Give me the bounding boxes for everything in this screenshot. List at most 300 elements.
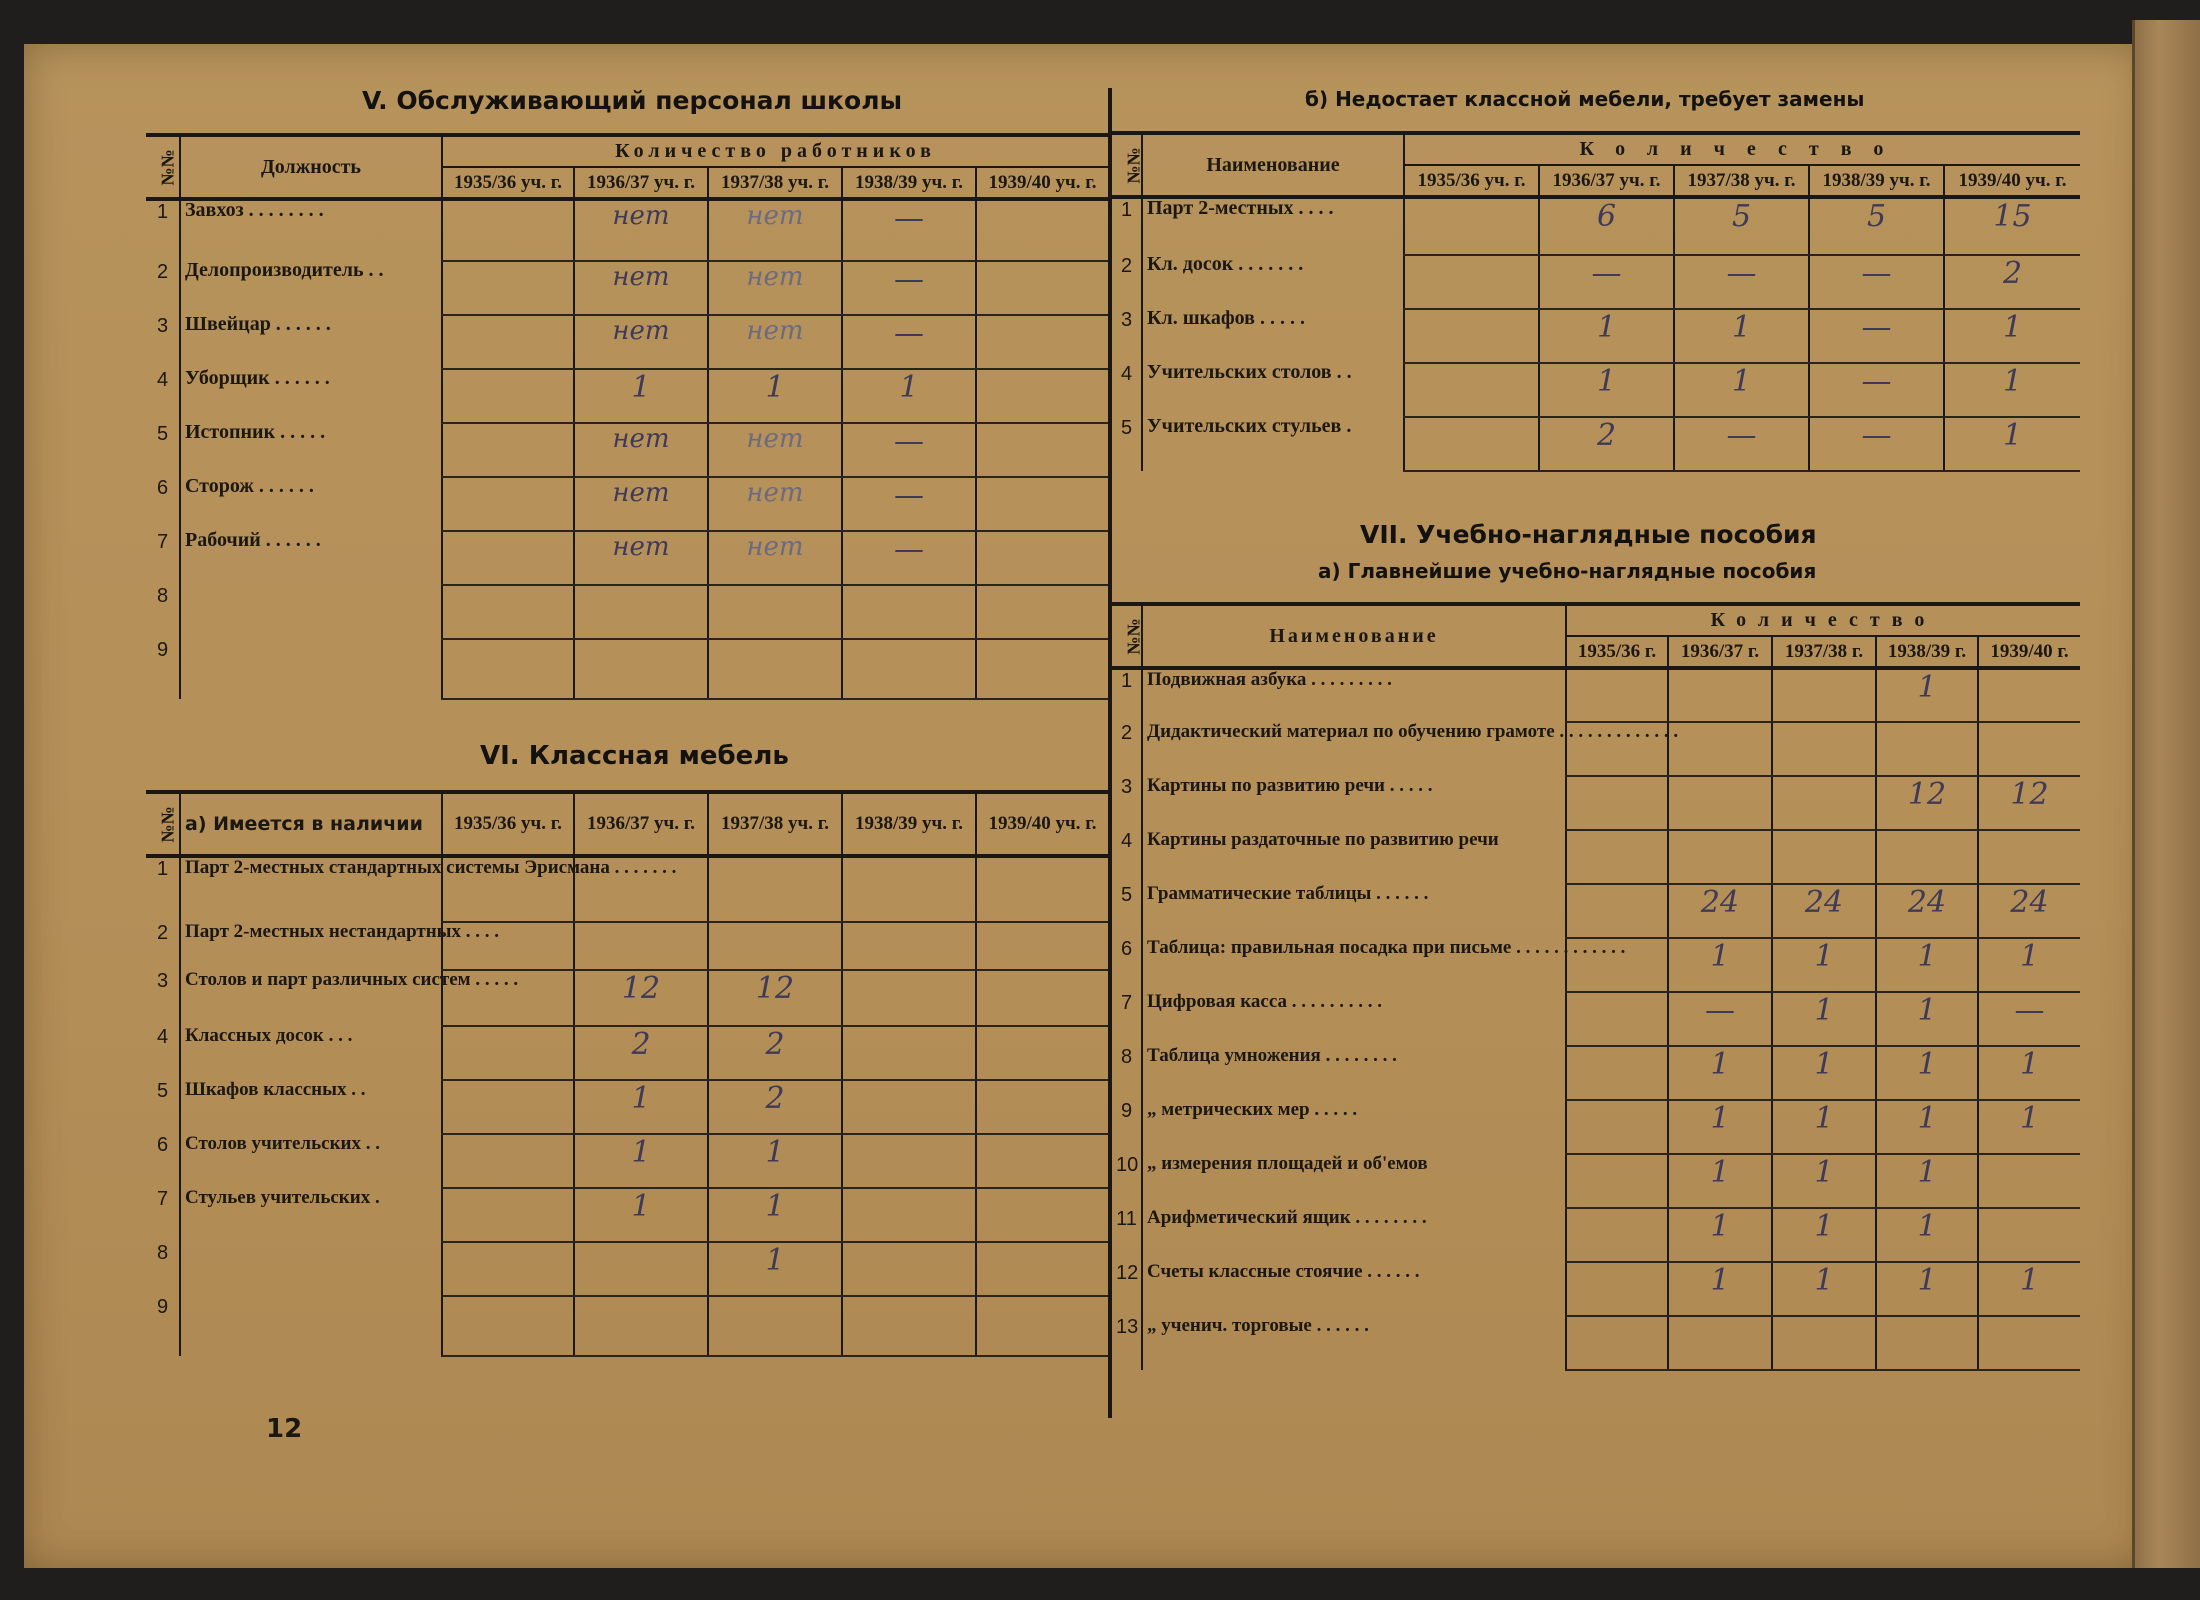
row-number: 2 (1120, 255, 1133, 277)
row-value (842, 1188, 976, 1242)
row-label: Рабочий . . . . . . (180, 531, 442, 585)
row-value: 1 (1772, 1262, 1876, 1316)
row-value (1668, 1316, 1772, 1370)
table-row (146, 1134, 1108, 1188)
row-value (1978, 1208, 2080, 1262)
table-row (146, 1026, 1108, 1080)
row-value: 6 (1539, 197, 1674, 255)
row-value (842, 1134, 976, 1188)
row-number: 8 (156, 585, 169, 607)
row-value (976, 423, 1108, 477)
row-value: 2 (1944, 255, 2080, 309)
staff-year: 1936/37 уч. г. (574, 167, 708, 199)
row-value: нет (708, 423, 842, 477)
row-label: Кл. шкафов . . . . . (1142, 309, 1404, 363)
table-row (1112, 1100, 2080, 1154)
section-7-title: VII. Учебно-наглядные пособия (1360, 520, 1817, 549)
row-value: нет (708, 199, 842, 261)
row-value (442, 1188, 574, 1242)
row-value: 1 (1668, 1154, 1772, 1208)
table-row (146, 856, 1108, 922)
row-label: Стульев учительских . (180, 1188, 442, 1242)
row-value: — (842, 199, 976, 261)
row-number: 1 (1120, 670, 1133, 692)
row-value: 12 (1876, 776, 1978, 830)
row-value: 24 (1876, 884, 1978, 938)
row-value (1978, 722, 2080, 776)
row-value: 1 (1978, 1100, 2080, 1154)
row-value (1772, 1316, 1876, 1370)
table-row (1112, 722, 2080, 776)
row-value (442, 423, 574, 477)
staff-year: 1935/36 уч. г. (442, 167, 574, 199)
table-row (146, 531, 1108, 585)
row-value: 1 (1772, 992, 1876, 1046)
row-label (180, 1296, 442, 1356)
row-label: Счеты классные стоячие . . . . . . (1142, 1262, 1566, 1316)
row-value: 2 (708, 1080, 842, 1134)
row-value (842, 1080, 976, 1134)
row-value: нет (574, 423, 708, 477)
row-value: нет (708, 315, 842, 369)
row-value (442, 1080, 574, 1134)
shortage-name-header: Наименование (1142, 133, 1404, 197)
row-value: — (842, 261, 976, 315)
row-label: Сторож . . . . . . (180, 477, 442, 531)
row-value: 1 (708, 1134, 842, 1188)
row-value (574, 922, 708, 970)
table-row (1112, 1316, 2080, 1370)
row-value: — (1809, 417, 1944, 471)
row-value (442, 1242, 574, 1296)
table-row (146, 477, 1108, 531)
row-value: — (1539, 255, 1674, 309)
row-value: — (1668, 992, 1772, 1046)
row-value (442, 261, 574, 315)
shortage-year: 1937/38 уч. г. (1674, 165, 1809, 197)
table-row (146, 970, 1108, 1026)
row-value (842, 970, 976, 1026)
row-label (180, 1242, 442, 1296)
row-number: 7 (156, 1188, 169, 1210)
row-number: 13 (1116, 1316, 1139, 1338)
row-label: Таблица: правильная посадка при письме . . . . . . . . . . . . (1142, 938, 1566, 992)
row-value (574, 1242, 708, 1296)
table-row (1112, 1208, 2080, 1262)
row-label: Шкафов классных . . (180, 1080, 442, 1134)
row-value (442, 199, 574, 261)
shortage-table (1112, 131, 2080, 472)
row-label: „ метрических мер . . . . . (1142, 1100, 1566, 1154)
row-number: 6 (1120, 938, 1133, 960)
row-number: 3 (156, 315, 169, 337)
row-value (1978, 830, 2080, 884)
row-value: 1 (1668, 1046, 1772, 1100)
row-value (976, 199, 1108, 261)
table-row (1112, 668, 2080, 722)
row-value: 1 (1772, 1208, 1876, 1262)
table-row (1112, 776, 2080, 830)
row-number: 4 (156, 1026, 169, 1048)
row-value: 24 (1668, 884, 1772, 938)
row-value (442, 477, 574, 531)
row-value (1566, 830, 1668, 884)
row-value (1566, 1154, 1668, 1208)
furniture-year: 1936/37 уч. г. (574, 792, 708, 856)
staff-table (146, 133, 1108, 700)
table-row (146, 639, 1108, 699)
row-value: — (842, 477, 976, 531)
row-value: нет (708, 531, 842, 585)
row-value: 1 (1772, 1100, 1876, 1154)
row-value: нет (574, 477, 708, 531)
row-value: 1 (708, 369, 842, 423)
row-value: 1 (1668, 1262, 1772, 1316)
row-value (708, 639, 842, 699)
book-gutter (2132, 20, 2200, 1568)
furniture-table (146, 790, 1108, 1357)
furniture-year: 1937/38 уч. г. (708, 792, 842, 856)
row-value: 1 (1674, 363, 1809, 417)
row-value (1404, 309, 1539, 363)
row-value (1566, 992, 1668, 1046)
row-number: 9 (1120, 1100, 1133, 1122)
row-value: 24 (1772, 884, 1876, 938)
row-value (1876, 830, 1978, 884)
shortage-num-header: №№ (1112, 133, 1142, 197)
row-value: нет (708, 477, 842, 531)
row-value (1566, 884, 1668, 938)
aids-num-header: №№ (1112, 604, 1142, 668)
table-row (1112, 938, 2080, 992)
row-value: 1 (1539, 363, 1674, 417)
row-label (180, 585, 442, 639)
row-value (708, 856, 842, 922)
row-value: 1 (1944, 363, 2080, 417)
row-value (1404, 197, 1539, 255)
row-value (1978, 1316, 2080, 1370)
row-label: Подвижная азбука . . . . . . . . . (1142, 668, 1566, 722)
row-label: Цифровая касса . . . . . . . . . . (1142, 992, 1566, 1046)
furniture-label-header: а) Имеется в наличии (180, 792, 442, 856)
row-value (1566, 1046, 1668, 1100)
row-value: — (842, 423, 976, 477)
row-label: „ измерения площадей и об'емов (1142, 1154, 1566, 1208)
row-value: — (842, 531, 976, 585)
row-value: 1 (1772, 1154, 1876, 1208)
row-number: 5 (1120, 884, 1133, 906)
row-value (442, 531, 574, 585)
row-value: — (1809, 255, 1944, 309)
row-value (842, 922, 976, 970)
row-value (442, 1134, 574, 1188)
row-value: 5 (1809, 197, 1944, 255)
row-number: 5 (156, 1080, 169, 1102)
row-value: 1 (1876, 1100, 1978, 1154)
row-value (976, 970, 1108, 1026)
staff-count-header: Количество работников (442, 135, 1108, 167)
row-value: 1 (1944, 309, 2080, 363)
row-value: 1 (842, 369, 976, 423)
row-number: 8 (1120, 1046, 1133, 1068)
row-value: 1 (1978, 938, 2080, 992)
row-value: 1 (1876, 1262, 1978, 1316)
row-value: 1 (574, 369, 708, 423)
section-6b-title: б) Недостает классной мебели, требует замены (1305, 87, 1865, 111)
row-number: 3 (1120, 309, 1133, 331)
table-row (146, 585, 1108, 639)
row-value (1404, 417, 1539, 471)
row-value: 1 (1876, 1046, 1978, 1100)
table-row (1112, 363, 2080, 417)
row-label: Уборщик . . . . . . (180, 369, 442, 423)
row-label: Завхоз . . . . . . . . (180, 199, 442, 261)
row-number: 5 (1120, 417, 1133, 439)
gutter-edge (2132, 20, 2135, 1568)
row-value (708, 585, 842, 639)
table-row (146, 922, 1108, 970)
aids-year: 1935/36 г. (1566, 636, 1668, 668)
row-value (1566, 1100, 1668, 1154)
row-value (842, 1242, 976, 1296)
row-label: Картины раздаточные по развитию речи (1142, 830, 1566, 884)
row-value (1668, 776, 1772, 830)
row-value: нет (574, 261, 708, 315)
row-value (1772, 830, 1876, 884)
row-value: 1 (1668, 1208, 1772, 1262)
row-value (1566, 776, 1668, 830)
row-value: 1 (1674, 309, 1809, 363)
row-label: Учительских столов . . (1142, 363, 1404, 417)
row-value: 1 (1978, 1046, 2080, 1100)
row-value (1566, 1262, 1668, 1316)
table-row (1112, 197, 2080, 255)
row-value: 1 (1772, 1046, 1876, 1100)
row-value: 12 (708, 970, 842, 1026)
row-value: — (1674, 255, 1809, 309)
row-label: Парт 2-местных . . . . (1142, 197, 1404, 255)
row-number: 6 (156, 477, 169, 499)
row-value: — (1978, 992, 2080, 1046)
row-label: Арифметический ящик . . . . . . . . (1142, 1208, 1566, 1262)
row-value (842, 1026, 976, 1080)
row-label: Дидактический материал по обучению грамоте . . . . . . . . . . . . . (1142, 722, 1566, 776)
shortage-year: 1935/36 уч. г. (1404, 165, 1539, 197)
table-row (146, 261, 1108, 315)
row-number: 9 (156, 639, 169, 661)
row-number: 7 (156, 531, 169, 553)
aids-year: 1936/37 г. (1668, 636, 1772, 668)
aids-year: 1938/39 г. (1876, 636, 1978, 668)
row-value (842, 585, 976, 639)
row-value: — (1674, 417, 1809, 471)
row-value (1668, 830, 1772, 884)
row-value: нет (708, 261, 842, 315)
row-number: 12 (1116, 1262, 1139, 1284)
row-value: 1 (574, 1134, 708, 1188)
row-number: 7 (1120, 992, 1133, 1014)
table-row (146, 199, 1108, 261)
row-label: Парт 2-местных стандартных системы Эрисмана . . . . . . . (180, 856, 442, 922)
row-value (1772, 668, 1876, 722)
row-value (1668, 722, 1772, 776)
row-value (1668, 668, 1772, 722)
table-row (146, 369, 1108, 423)
aids-year: 1939/40 г. (1978, 636, 2080, 668)
row-value (1876, 722, 1978, 776)
shortage-year: 1938/39 уч. г. (1809, 165, 1944, 197)
row-value (976, 856, 1108, 922)
row-number: 3 (1120, 776, 1133, 798)
row-value: 1 (574, 1080, 708, 1134)
row-number: 4 (1120, 830, 1133, 852)
row-number: 8 (156, 1242, 169, 1264)
row-number: 10 (1116, 1154, 1139, 1176)
row-value: 2 (574, 1026, 708, 1080)
row-value (1876, 1316, 1978, 1370)
row-label (180, 639, 442, 699)
row-value (1978, 668, 2080, 722)
row-value (442, 369, 574, 423)
row-value (574, 1296, 708, 1356)
row-value: 2 (708, 1026, 842, 1080)
furniture-year: 1935/36 уч. г. (442, 792, 574, 856)
row-value: 12 (574, 970, 708, 1026)
row-value (1566, 1208, 1668, 1262)
row-number: 4 (156, 369, 169, 391)
staff-num-header: №№ (146, 135, 180, 199)
row-label: Таблица умножения . . . . . . . . (1142, 1046, 1566, 1100)
row-value: 1 (574, 1188, 708, 1242)
furniture-year: 1939/40 уч. г. (976, 792, 1108, 856)
row-value (442, 639, 574, 699)
row-number: 1 (156, 201, 169, 223)
table-row (1112, 1046, 2080, 1100)
row-value: 1 (1876, 1154, 1978, 1208)
row-value (708, 1296, 842, 1356)
row-value (976, 531, 1108, 585)
row-number: 2 (156, 261, 169, 283)
table-row (146, 1242, 1108, 1296)
aids-name-header: Наименование (1142, 604, 1566, 668)
table-row (146, 315, 1108, 369)
row-label: Столов и парт различных систем . . . . . (180, 970, 442, 1026)
row-value: 24 (1978, 884, 2080, 938)
table-row (1112, 1154, 2080, 1208)
row-value (842, 639, 976, 699)
row-label: Грамматические таблицы . . . . . . (1142, 884, 1566, 938)
shortage-count-header: Количество (1404, 133, 2080, 165)
row-value: — (1809, 309, 1944, 363)
row-number: 2 (156, 922, 169, 944)
table-row (1112, 992, 2080, 1046)
row-value: 1 (1668, 1100, 1772, 1154)
row-value (1772, 776, 1876, 830)
row-value (574, 585, 708, 639)
table-row (1112, 309, 2080, 363)
row-value (976, 315, 1108, 369)
row-value (976, 477, 1108, 531)
row-value: 2 (1539, 417, 1674, 471)
table-row (1112, 255, 2080, 309)
row-value: нет (574, 531, 708, 585)
row-value: 15 (1944, 197, 2080, 255)
row-value: 1 (1876, 992, 1978, 1046)
row-value: 1 (1876, 1208, 1978, 1262)
staff-year: 1937/38 уч. г. (708, 167, 842, 199)
table-row (1112, 1262, 2080, 1316)
row-label: Делопроизводитель . . (180, 261, 442, 315)
section-7-subtitle: а) Главнейшие учебно-наглядные пособия (1318, 559, 1817, 583)
row-value: нет (574, 315, 708, 369)
row-number: 3 (156, 970, 169, 992)
row-value (442, 315, 574, 369)
row-label: Кл. досок . . . . . . . (1142, 255, 1404, 309)
staff-year: 1939/40 уч. г. (976, 167, 1108, 199)
staff-position-header: Должность (180, 135, 442, 199)
row-value (1404, 363, 1539, 417)
row-number: 1 (156, 858, 169, 880)
row-value (976, 1296, 1108, 1356)
row-value (442, 1296, 574, 1356)
row-value (976, 1080, 1108, 1134)
shortage-year: 1939/40 уч. г. (1944, 165, 2080, 197)
aids-count-header: Количество (1566, 604, 2080, 636)
row-number: 5 (156, 423, 169, 445)
row-value (1566, 668, 1668, 722)
row-value (976, 1026, 1108, 1080)
row-value (1772, 722, 1876, 776)
row-value (976, 585, 1108, 639)
row-value (442, 585, 574, 639)
row-value: 1 (1772, 938, 1876, 992)
shortage-year: 1936/37 уч. г. (1539, 165, 1674, 197)
aids-year: 1937/38 г. (1772, 636, 1876, 668)
row-number: 9 (156, 1296, 169, 1318)
page-number: 12 (266, 1414, 303, 1444)
row-value: нет (574, 199, 708, 261)
row-label: Картины по развитию речи . . . . . (1142, 776, 1566, 830)
row-value (1978, 1154, 2080, 1208)
table-row (1112, 417, 2080, 471)
row-label: Истопник . . . . . (180, 423, 442, 477)
row-value (842, 856, 976, 922)
row-value: 1 (1539, 309, 1674, 363)
row-label: Швейцар . . . . . . (180, 315, 442, 369)
row-value (976, 369, 1108, 423)
staff-year: 1938/39 уч. г. (842, 167, 976, 199)
row-value (708, 922, 842, 970)
section-5-title: V. Обслуживающий персонал школы (362, 86, 903, 115)
row-value (976, 922, 1108, 970)
row-value: 1 (708, 1188, 842, 1242)
row-value: 1 (1668, 938, 1772, 992)
row-label: Классных досок . . . (180, 1026, 442, 1080)
table-row (1112, 884, 2080, 938)
aids-table (1112, 602, 2080, 1371)
row-value: 1 (708, 1242, 842, 1296)
row-value: 1 (1876, 938, 1978, 992)
section-6-title: VI. Классная мебель (480, 741, 789, 771)
row-number: 11 (1116, 1208, 1137, 1230)
row-value (1566, 1316, 1668, 1370)
row-number: 1 (1120, 199, 1133, 221)
row-value (574, 639, 708, 699)
row-value (976, 1188, 1108, 1242)
row-value: — (842, 315, 976, 369)
table-row (146, 1080, 1108, 1134)
row-number: 6 (156, 1134, 169, 1156)
